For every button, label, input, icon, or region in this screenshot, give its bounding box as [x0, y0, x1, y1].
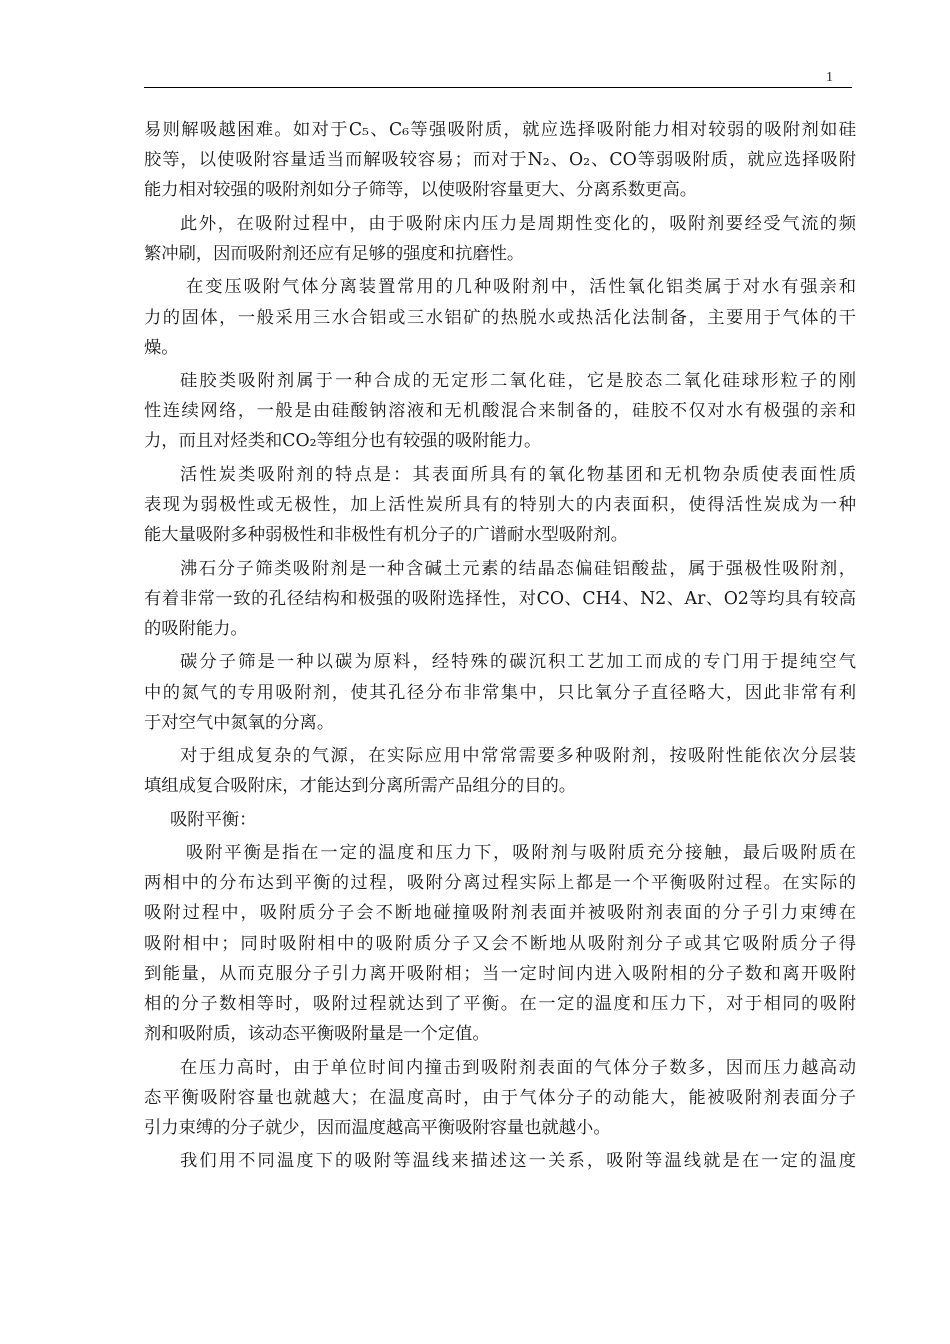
text-line: 能力相对较强的吸附剂如分子筛等，以使吸附容量更大、分离系数更高。: [144, 180, 698, 201]
text-line: 吸附相中；同时吸附相中的吸附质分子又会不断地从吸附剂分子或其它吸附质分子得: [144, 933, 856, 954]
text-line: 性连续网络，一般是由硅酸钠溶液和无机酸混合来制备的，硅胶不仅对水有极强的亲和: [144, 401, 856, 422]
text-line: 表现为弱极性或无极性，加上活性炭所具有的特别大的内表面积，使得活性炭成为一种: [144, 495, 856, 515]
text-line: 两相中的分布达到平衡的过程，吸附分离过程实际上都是一个平衡吸附过程。在实际的: [144, 873, 856, 894]
text-line: 的吸附能力。: [144, 618, 248, 639]
header-rule: [144, 87, 852, 88]
text-line: 力的固体，一般采用三水合铝或三水铝矿的热脱水或热活化法制备，主要用于气体的干: [144, 307, 856, 328]
page-number: 1: [826, 70, 833, 85]
text-line: 态平衡吸附容量也就越大；在温度高时，由于气体分子的动能大，能被吸附剂表面分子: [144, 1087, 856, 1108]
text-line: 我们用不同温度下的吸附等温线来描述这一关系，吸附等温线就是在一定的温度: [180, 1151, 856, 1172]
text-line: 能大量吸附多种弱极性和非极性有机分子的广谱耐水型吸附剂。: [144, 525, 628, 546]
text-line: 对于组成复杂的气源，在实际应用中常常需要多种吸附剂，按吸附性能依次分层装: [180, 746, 856, 767]
text-line: 于对空气中氮氧的分离。: [144, 712, 335, 733]
text-line: 在压力高时，由于单位时间内撞击到吸附剂表面的气体分子数多，因而压力越高动: [180, 1057, 856, 1078]
text-line: 此外，在吸附过程中，由于吸附床内压力是周期性变化的，吸附剂要经受气流的频: [180, 213, 856, 234]
text-line: 吸附平衡：: [170, 809, 257, 830]
text-line: 易则解吸越困难。如对于C₅、C₆等强吸附质，就应选择吸附能力相对较弱的吸附剂如硅: [144, 120, 856, 140]
text-line: 碳分子筛是一种以碳为原料，经特殊的碳沉积工艺加工而成的专门用于提纯空气: [180, 652, 856, 673]
text-line: 相的分子数相等时，吸附过程就达到了平衡。在一定的温度和压力下，对于相同的吸附: [144, 993, 856, 1014]
text-line: 活性炭类吸附剂的特点是：其表面所具有的氧化物基团和无机物杂质使表面性质: [180, 464, 856, 485]
body-text: [144, 115, 856, 1176]
text-line: 吸附过程中，吸附质分子会不断地碰撞吸附剂表面并被吸附剂表面的分子引力束缚在: [144, 903, 856, 924]
text-line: 在变压吸附气体分离装置常用的几种吸附剂中，活性氧化铝类属于对水有强亲和: [186, 277, 856, 298]
text-line: 吸附平衡是指在一定的温度和压力下，吸附剂与吸附质充分接触，最后吸附质在: [186, 843, 856, 863]
text-line: 硅胶类吸附剂属于一种合成的无定形二氧化硅，它是胶态二氧化硅球形粒子的刚: [180, 371, 856, 392]
text-line: 繁冲刷，因而吸附剂还应有足够的强度和抗磨性。: [144, 243, 525, 264]
text-line: 剂和吸附质，该动态平衡吸附量是一个定值。: [144, 1024, 490, 1045]
text-line: 胶等，以使吸附容量适当而解吸较容易；而对于N₂、O₂、CO等弱吸附质，就应选择吸附: [144, 150, 856, 171]
text-line: 沸石分子筛类吸附剂是一种含碱土元素的结晶态偏硅铝酸盐，属于强极性吸附剂，: [180, 558, 856, 579]
text-line: 力，而且对烃类和CO₂等组分也有较强的吸附能力。: [144, 431, 542, 452]
text-line: 有着非常一致的孔径结构和极强的吸附选择性，对CO、CH4、N2、Ar、O2等均具有较高: [144, 588, 856, 609]
text-line: 中的氮气的专用吸附剂，使其孔径分布非常集中，只比氧分子直径略大，因此非常有利: [144, 682, 856, 703]
text-line: 燥。: [144, 337, 179, 358]
text-line: 到能量，从而克服分子引力离开吸附相；当一定时间内进入吸附相的分子数和离开吸附: [144, 963, 856, 984]
text-line: 填组成复合吸附床，才能达到分离所需产品组分的目的。: [144, 776, 577, 797]
text-line: 引力束缚的分子就少，因而温度越高平衡吸附容量也就越小。: [144, 1117, 611, 1138]
